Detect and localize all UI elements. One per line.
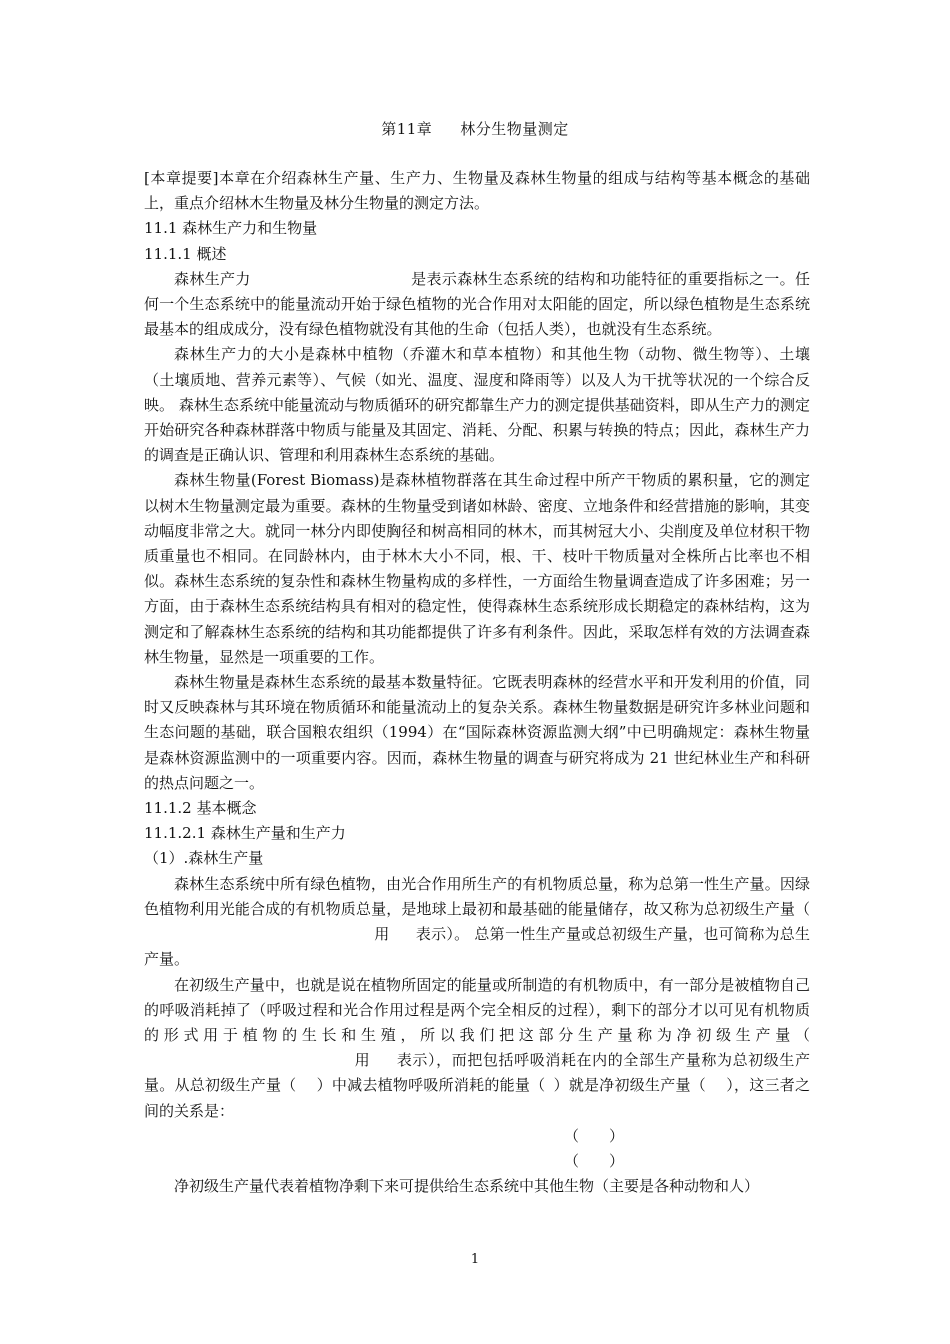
paragraph-2: 森林生产力的大小是森林中植物（乔灌木和草本植物）和其他生物（动物、微生物等）、土壤（土壤质地、营养元素等）、气候（如光、温度、湿度和降雨等）以及人为干扰等状况的一个综合反映。 森林生态系统中能量流动与物质循环的研究都靠生产力的测定提供基础资料，即从生产力的测定开始研究各种森林群落中物质与能量及其固定、消耗、分配、积累与转换的特点；因此，森林生产力的调查是正确认识、管理和利用森林生态系统的基础。 [144,345,810,465]
paragraph-1: 森林生产力 是表示森林生态系统的结构和功能特征的重要指标之一。任何一个生态系统中的能量流动开始于绿色植物的光合作用对太阳能的固定，所以绿色植物是生态系统最基本的组成成分，没有绿色植物就没有其他的生命（包括人类），也就没有生态系统。 [144,269,810,339]
paragraph-5: 森林生态系统中所有绿色植物，由光合作用所生产的有机物质总量，称为总第一性生产量。因绿色植物利用光能合成的有机物质总量，是地球上最初和最基础的能量储存，故又称为总初级生产量（用 表示）。 总第一性生产量或总初级生产量，也可简称为总生产量。 [144,874,810,969]
paragraph-3: 森林生物量(Forest Biomass)是森林植物群落在其生命过程中所产干物质的累积量，它的测定以树木生物量测定最为重要。森林的生物量受到诸如林龄、密度、立地条件和经营措施的影响，其变动幅度非常之大。就同一林分内即使胸径和树高相同的林木，而其树冠大小、尖削度及单位材积干物质重量也不相同。在同龄林内，由于林木大小不同，根、干、枝叶干物质量对全株所占比率也不相似。森林生态系统的复杂性和森林生物量构成的多样性，一方面给生物量调查造成了许多困难；另一方面，由于森林生态系统结构具有相对的稳定性，使得森林生态系统形成长期稳定的森林结构，这为测定和了解森林生态系统的结构和其功能都提供了许多有利条件。因此，采取怎样有效的方法调查森林生物量，显然是一项重要的工作。 [144,471,810,666]
paragraph-4: 森林生物量是森林生态系统的最基本数量特征。它既表明森林的经营水平和开发利用的价值，同时又反映森林与其环境在物质循环和能量流动上的复杂关系。森林生物量数据是研究许多林业问题和生态问题的基础，联合国粮农组织（1994）在“国际森林资源监测大纲”中已明确规定：森林生物量是森林资源监测中的一项重要内容。因而，森林生物量的调查与研究将成为 21 世纪林业生产和科研的热点问题之一。 [144,673,810,792]
chapter-number: 第11章 [381,120,433,138]
item-heading-1: （1）.森林生产量 [144,849,264,868]
formula-line-1: （ ） [564,1126,625,1145]
document-body [144,166,810,1199]
section-heading-11-1-2: 11.1.2 基本概念 [144,799,257,818]
page-number: 1 [470,1252,480,1267]
section-heading-11-1-2-1: 11.1.2.1 森林生产量和生产力 [144,824,346,843]
term-forest-productivity: 森林生产力 [174,269,251,288]
formula-line-2: （ ） [564,1151,625,1170]
paragraph-7: 净初级生产量代表着植物净剩下来可提供给生态系统中其他生物（主要是各种动物和人） [174,1177,760,1196]
chapter-title [0,118,950,139]
chapter-summary: [本章提要]本章在介绍森林生产量、生产力、生物量及森林生物量的组成与结构等基本概念的基础上，重点介绍林木生物量及林分生物量的测定方法。 [144,169,810,213]
paragraph-6: 在初级生产量中，也就是说在植物所固定的能量或所制造的有机物质中，有一部分是被植物自己的呼吸消耗掉了（呼吸过程和光合作用过程是两个完全相反的过程），剩下的部分才以可见有机物质的形式用于植物的生长和生殖，所以我们把这部分生产量称为净初级生产量（用 表示），而把包括呼吸消耗在内的全部生产量称为总初级生产量。从总初级生产量（ ）中减去植物呼吸所消耗的能量（ ）就是净初级生产量（ ），这三者之间的关系是： [144,975,810,1120]
section-heading-11-1-1: 11.1.1 概述 [144,244,227,263]
chapter-name: 林分生物量测定 [460,120,569,138]
section-heading-11-1: 11.1 森林生产力和生物量 [144,219,318,238]
